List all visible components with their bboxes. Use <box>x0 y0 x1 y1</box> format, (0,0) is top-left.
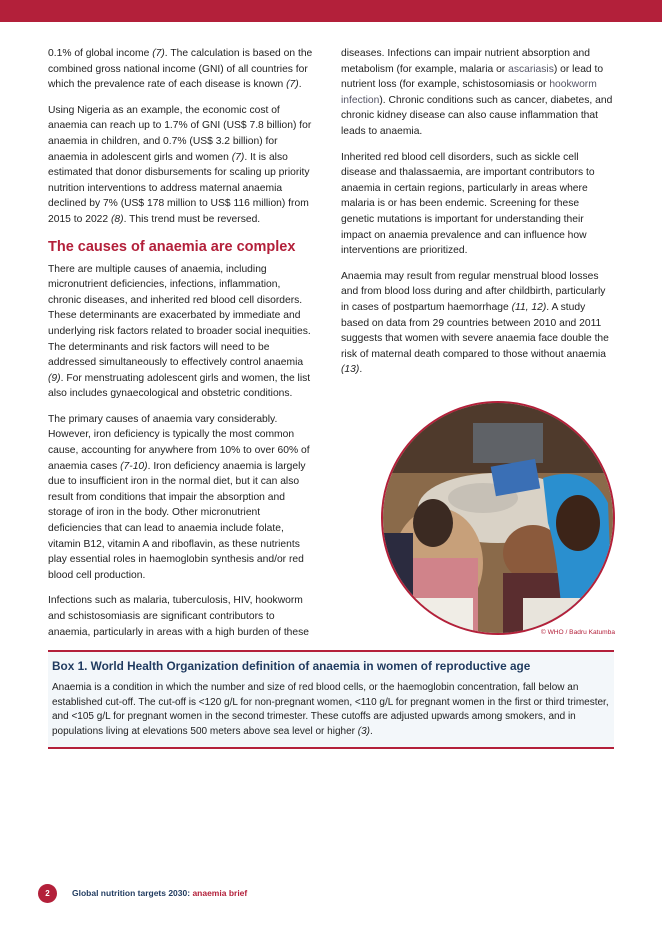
paragraph-inherited-disorders: Inherited red blood cell disorders, such as sickle cell disease and thalassaemia, are important contributors to anaemia in certain regions, particularly in areas where malaria is or has been endemic. Screening for these genetic mutations is important for understanding their impact on anaemia prevalence and can influence how interventions are prioritized. <box>341 151 595 257</box>
photo-illustration <box>383 403 613 633</box>
citation: (13) <box>341 364 360 376</box>
paragraph-global-income: 0.1% of global income (7). The calculation is based on the combined gross national income (GNI) of all countries for which the prevalence rate of each disease is known (7). <box>48 48 313 91</box>
left-column <box>48 46 316 650</box>
box-title: Box 1. World Health Organization definition of anaemia in women of reproductive age <box>52 659 531 673</box>
citation: (7) <box>286 79 299 91</box>
photo-women-clinic <box>381 401 615 635</box>
citation: (3) <box>357 725 370 737</box>
paragraph-multiple-causes: There are multiple causes of anaemia, including micronutrient deficiencies, infections, inflammation, chronic diseases, and inherited red blood cell disorders. These determinants are exacerbated by immediate and underlying risk factors related to broader social inequities. The determinants and risk factors will need to be addressed simultaneously to effectively control anaemia (9). For menstruating adolescent girls and women, the list also includes gynaecological and obstetric conditions. <box>48 263 311 400</box>
ascariasis-link[interactable]: ascariasis <box>508 63 554 75</box>
right-column <box>341 46 614 388</box>
citation: (8) <box>110 213 124 225</box>
citation: (9) <box>48 372 61 384</box>
photo-credit: © WHO / Badru Katumba <box>540 629 615 636</box>
citation: (7) <box>152 48 165 59</box>
citation: (7) <box>231 151 245 163</box>
box-text: Anaemia is a condition in which the number and size of red blood cells, or the haemoglobin concentration, fall below an established cut-off. The cut-off is <120 g/L for non-pregnant women, <110 g/L for pregnant women in the first or third trimester, and <105 g/L for pregnant women in the second trimester. These cutoffs are adjusted upwards among smokers, and in populations living at elevations 500 meters above sea level or higher (3). <box>52 682 609 737</box>
definition-box <box>48 650 614 749</box>
hookworm-infection-link[interactable]: hookworm infection <box>341 79 597 106</box>
section-heading: The causes of anaemia are complex <box>48 238 296 255</box>
paragraph-nigeria: Using Nigeria as an example, the economic cost of anaemia can reach up to 1.7% of GNI (US$ 7.8 billion) for anaemia in children, and 0.7% (US$ 3.2 billion) for anaemia in adolescent girls and women (7). It is also estimated that donor disbursements for scaling up priority nutrition interventions to address maternal anaemia declined by 7% (US$ 178 million to US$ 116 million) from 2015 to 2022 (8). This trend must be reversed. <box>48 104 312 225</box>
page-footer <box>38 883 247 903</box>
footer-title-accent: anaemia brief <box>192 888 248 898</box>
paragraph-primary-causes: The primary causes of anaemia vary considerably. However, iron deficiency is typically the most common cause, accounting for anywhere from 10% to over 60% of anaemia cases (7-10). Iron deficiency anaemia is largely due to insufficient iron in the normal diet, but it can also result from conditions that impair the absorption and storage of iron in the body. Other micronutrient deficiencies that can lead to anaemia include folate, vitamin B12, vitamin A and riboflavin, as these nutrients play essential roles in haemoglobin synthesis and/or red blood cell production. <box>48 413 310 581</box>
paragraph-infections: Infections such as malaria, tuberculosis, HIV, hookworm and schistosomiasis are significant contributors to anaemia, particularly in areas with a high burden of these <box>48 595 310 638</box>
top-banner <box>0 0 662 22</box>
paragraph-diseases: diseases. Infections can impair nutrient absorption and metabolism (for example, malaria or ascariasis) or lead to nutrient loss (for example, schistosomiasis or hookworm infection). Chronic conditions such as cancer, diabetes, and chronic kidney disease can also cause inflammation that leads to anaemia. <box>341 48 613 137</box>
page-number: 2 <box>38 884 57 903</box>
citation: (7-10) <box>120 460 148 472</box>
footer-title: Global nutrition targets 2030: anaemia brief <box>72 888 248 898</box>
citation: (11, 12) <box>511 301 547 313</box>
paragraph-blood-loss: Anaemia may result from regular menstrual blood losses and from blood loss during and after childbirth, particularly in cases of postpartum haemorrhage (11, 12). A study based on data from 29 countries between 2010 and 2011 suggests that women with severe anaemia face double the risk of maternal death compared to those without anaemia (13). <box>341 270 609 376</box>
